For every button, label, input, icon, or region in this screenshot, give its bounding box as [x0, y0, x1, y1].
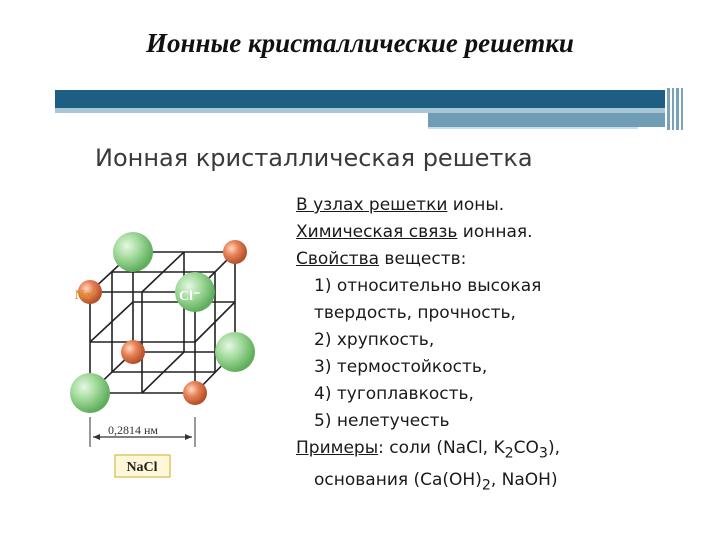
lattice-edges — [90, 252, 235, 393]
cl-ion — [215, 332, 255, 372]
na-ion — [223, 240, 247, 264]
dimension-label: 0,2814 нм — [108, 423, 159, 437]
property-item: 5) нелетучесть — [314, 411, 450, 431]
na-ion — [183, 381, 207, 405]
lattice-svg — [60, 205, 285, 495]
property-item: 1) относительно высокая — [314, 276, 542, 296]
cl-label: Cl⁻ — [179, 289, 201, 304]
header-band-sub — [428, 113, 665, 127]
slide-title: Ионные кристаллические решетки — [146, 28, 574, 58]
text-line-bases: основания ($Ca(OH)_2$, NaOH) — [314, 470, 558, 494]
na-ion — [121, 340, 145, 364]
property-item: 4) тугоплавкость, — [314, 384, 474, 404]
slide-heading: Ионная кристаллическая решетка — [95, 144, 533, 172]
text-line-nodes: В узлах решетки ионы. — [296, 195, 505, 215]
arrow-left-icon — [93, 434, 100, 440]
text-line-properties: Свойства веществ: — [296, 249, 467, 269]
lattice-ions — [70, 232, 255, 413]
property-item: твердость, прочность, — [314, 303, 516, 323]
text-line-examples: Примеры: соли (NaCl, $K_2CO_3$), — [296, 438, 560, 462]
lattice-diagram — [60, 205, 285, 499]
property-item: 2) хрупкость, — [314, 330, 435, 350]
properties-text — [296, 192, 560, 500]
formula-label: NaCl — [126, 460, 158, 475]
header-bars — [667, 88, 687, 130]
arrow-right-icon — [185, 434, 192, 440]
text-line-bond: Химическая связь ионная. — [296, 222, 533, 242]
header-band — [55, 90, 665, 108]
cl-ion — [113, 232, 153, 272]
na-label: Na⁺ — [75, 287, 98, 302]
header-band-line — [428, 127, 638, 129]
cl-ion — [70, 373, 110, 413]
property-item: 3) термостойкость, — [314, 357, 488, 377]
